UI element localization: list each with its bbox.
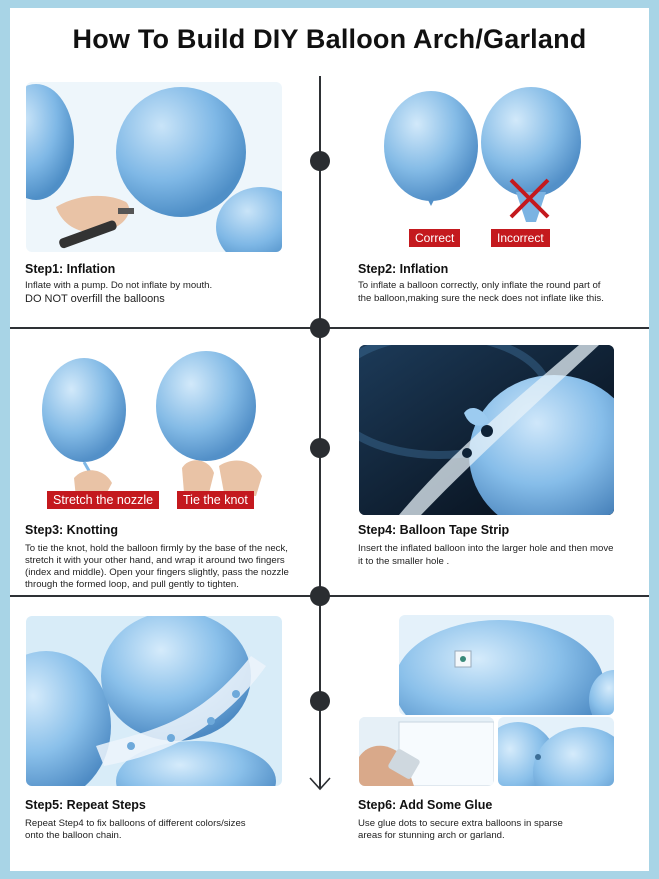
tie-knot-label: Tie the knot (177, 491, 254, 509)
step6-photo-left (359, 717, 494, 786)
step5-text-line: onto the balloon chain. (25, 830, 122, 841)
arrow-down-icon (308, 776, 332, 792)
step4-photo (359, 345, 614, 515)
step6-photo-right (498, 717, 614, 786)
page-title: How To Build DIY Balloon Arch/Garland (72, 24, 587, 54)
step1-title: Step1: Inflation (25, 262, 116, 276)
step4-text-line: Insert the inflated balloon into the larger hole and then move (358, 543, 614, 554)
step3-photo (34, 348, 274, 513)
step6-title: Step6: Add Some Glue (358, 798, 493, 812)
step6-text-line: Use glue dots to secure extra balloons in sparse (358, 818, 563, 829)
step5-title: Step5: Repeat Steps (25, 798, 146, 812)
stretch-nozzle-label: Stretch the nozzle (47, 491, 159, 509)
timeline-dot (310, 318, 330, 338)
timeline-dot (310, 586, 330, 606)
step6-photo-top (399, 615, 614, 715)
step3-title: Step3: Knotting (25, 523, 119, 537)
step4-title: Step4: Balloon Tape Strip (358, 523, 510, 537)
step2-text-line: the balloon,making sure the neck does not inflate like this. (358, 293, 604, 304)
step5-text-line: Repeat Step4 to fix balloons of different colors/sizes (25, 818, 246, 829)
step3-text-line: through the formed loop, and pull gently to tighten. (25, 579, 239, 590)
step3-text-line: (index and middle). Open your fingers slightly, pass the nozzle (25, 567, 289, 578)
step3-text-line: To tie the knot, hold the balloon firmly by the base of the neck, (25, 543, 288, 554)
timeline-dot (310, 438, 330, 458)
step1-photo (26, 82, 282, 252)
step1-text-line: DO NOT overfill the balloons (25, 293, 165, 305)
timeline-line (319, 76, 321, 788)
timeline-dot (310, 151, 330, 171)
step2-text-line: To inflate a balloon correctly, only inflate the round part of (358, 280, 601, 291)
incorrect-label: Incorrect (491, 229, 550, 247)
step6-text-line: areas for stunning arch or garland. (358, 830, 505, 841)
step2-photo (376, 82, 581, 252)
step5-photo (26, 616, 282, 786)
timeline-dot (310, 691, 330, 711)
step2-title: Step2: Inflation (358, 262, 449, 276)
step1-text-line: Inflate with a pump. Do not inflate by mouth. (25, 280, 213, 291)
step3-text-line: stretch it with your other hand, and wrap it around two fingers (25, 555, 285, 566)
step4-text-line: it to the smaller hole . (358, 556, 450, 567)
correct-label: Correct (409, 229, 460, 247)
instruction-sheet (10, 8, 649, 871)
